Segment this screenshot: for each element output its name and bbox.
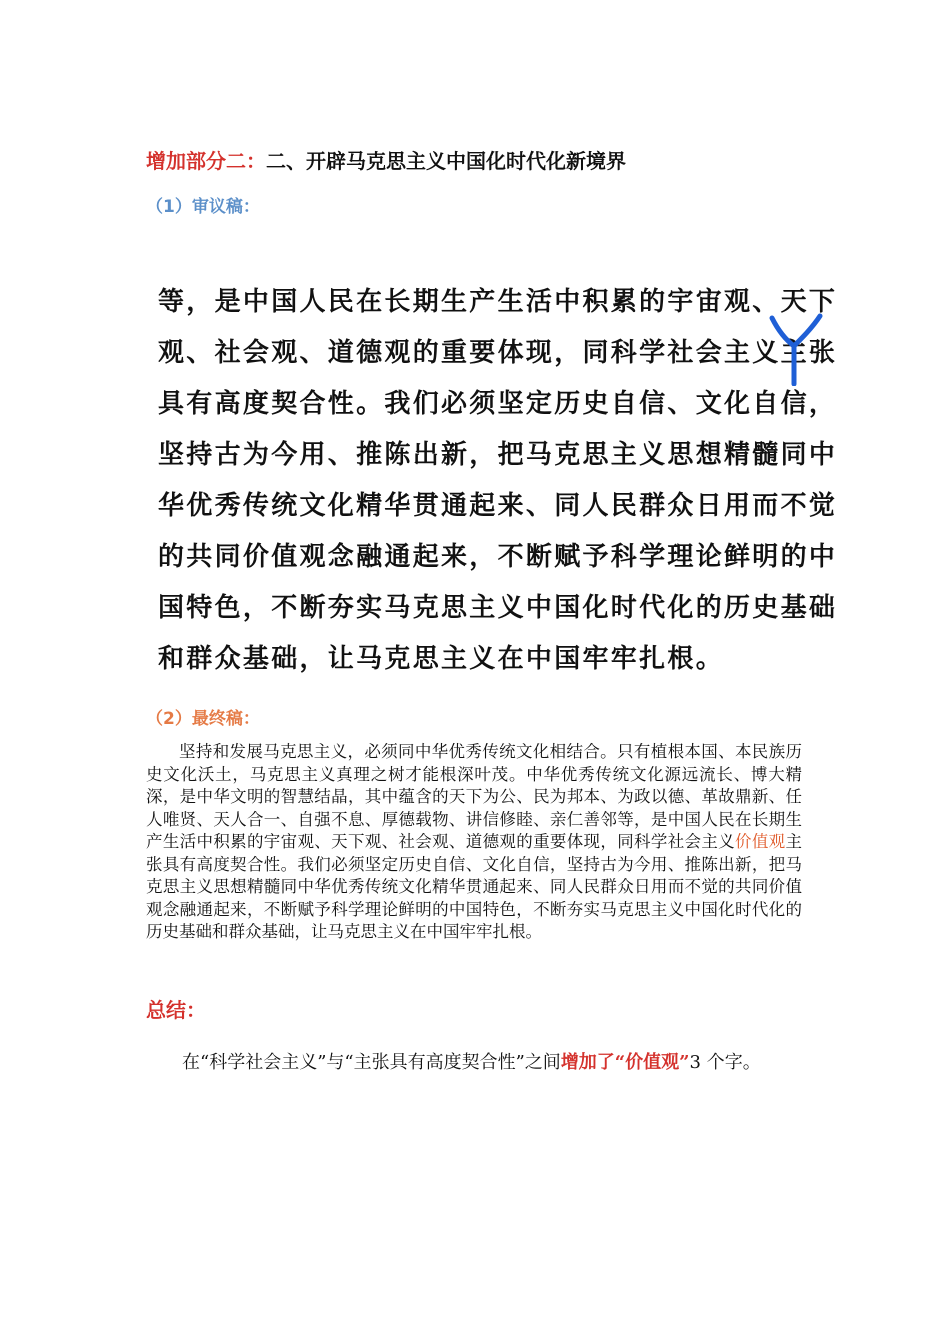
summary-block xyxy=(146,1038,806,1088)
draft-label: （1）审议稿： xyxy=(146,197,260,217)
summary-paragraph xyxy=(146,1038,806,1088)
draft-line: 坚持古为今用、推陈出新，把马克思主义思想精髓同中 xyxy=(158,440,838,470)
draft-line: 等，是中国人民在长期生产生活中积累的宇宙观、天下 xyxy=(158,287,838,317)
final-highlight: 价值观 xyxy=(735,832,786,851)
summary-highlight: 增加了“价值观” xyxy=(560,1052,690,1073)
insertion-mark-icon xyxy=(764,306,834,386)
summary-text-before: 在“科学社会主义”与“主张具有高度契合性”之间 xyxy=(182,1052,561,1073)
draft-line: 具有高度契合性。我们必须坚定历史自信、文化自信， xyxy=(158,389,838,419)
draft-line: 华优秀传统文化精华贯通起来、同人民群众日用而不觉 xyxy=(158,491,838,521)
final-text-block xyxy=(146,741,802,944)
final-label: （2）最终稿： xyxy=(146,709,260,729)
draft-line: 国特色，不断夯实马克思主义中国化时代化的历史基础 xyxy=(158,593,838,623)
summary-text-after: 3 个字。 xyxy=(689,1052,761,1073)
heading-prefix: 增加部分二： xyxy=(146,149,266,173)
summary-title: 总结： xyxy=(146,998,206,1022)
draft-scan xyxy=(150,276,865,686)
final-paragraph xyxy=(146,741,802,944)
draft-line: 的共同价值观念融通起来，不断赋予科学理论鲜明的中 xyxy=(158,542,838,572)
final-text-before: 坚持和发展马克思主义，必须同中华优秀传统文化相结合。只有植根本国、本民族历史文化沃土，马克思主义真理之树才能根深叶茂。中华优秀传统文化源远流长、博大精深，是中华文明的智慧结晶，其中蕴含的天下为公、民为邦本、为政以德、革故鼎新、任人唯贤、天人合一、自强不息、厚德载物、讲信修睦、亲仁善邻等，是中国人民在长期生产生活中积累的宇宙观、天下观、社会观、道德观的重要体现，同科学社会主义 xyxy=(146,742,802,851)
section-heading xyxy=(146,146,626,176)
final-text-after: 主张具有高度契合性。我们必须坚定历史自信、文化自信，坚持古为今用、推陈出新，把马克思主义思想精髓同中华优秀传统文化精华贯通起来、同人民群众日用而不觉的共同价值观念融通起来，不断赋予科学理论鲜明的中国特色，不断夯实马克思主义中国化时代化的历史基础和群众基础，让马克思主义在中国牢牢扎根。 xyxy=(146,832,803,941)
heading-title: 二、开辟马克思主义中国化时代化新境界 xyxy=(266,149,626,173)
draft-line: 观、社会观、道德观的重要体现，同科学社会主义主张 xyxy=(158,338,838,368)
draft-line: 和群众基础，让马克思主义在中国牢牢扎根。 xyxy=(158,644,725,674)
